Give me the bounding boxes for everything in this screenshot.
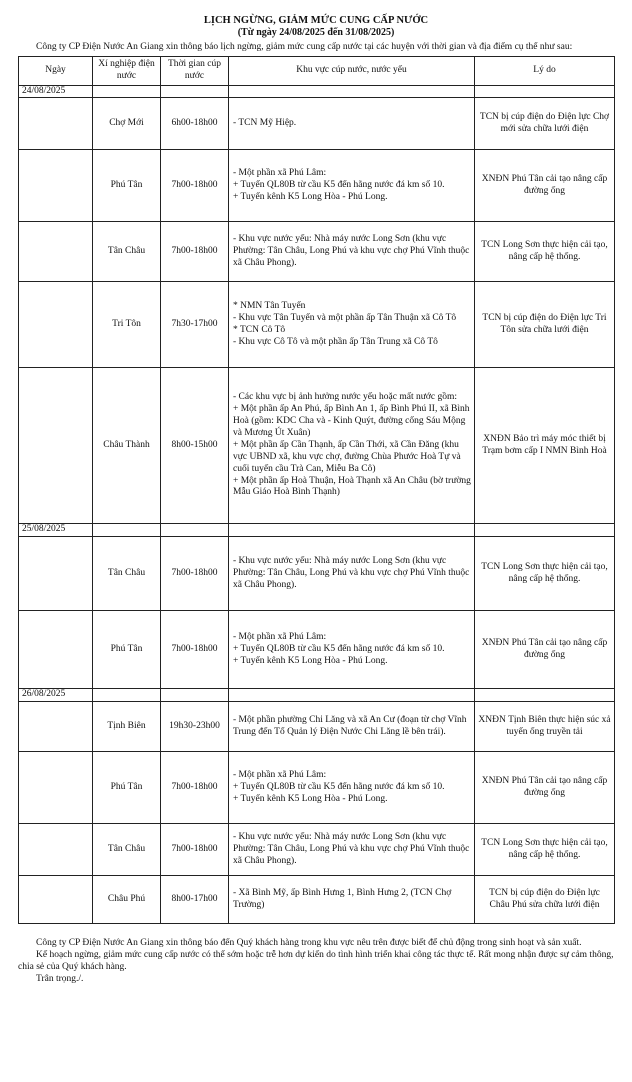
area-cell	[229, 150, 475, 222]
header-reason: Lý do	[475, 56, 615, 85]
blank-date-cell	[19, 222, 93, 282]
unit-cell: Tân Châu	[93, 537, 161, 611]
blank-date-cell	[19, 150, 93, 222]
table-row	[19, 537, 615, 611]
document-subtitle: (Từ ngày 24/08/2025 đến 31/08/2025)	[237, 27, 395, 39]
area-cell	[229, 282, 475, 368]
footer-closing: Trân trọng./.	[36, 973, 84, 984]
date-row	[19, 85, 615, 98]
date-row-empty-cell	[475, 85, 615, 98]
reason-cell: TCN bị cúp điện do Điện lực Tri Tôn sửa chữa lưới điện	[475, 282, 615, 368]
time-cell: 8h00-17h00	[161, 876, 229, 924]
table-row	[19, 150, 615, 222]
blank-date-cell	[19, 98, 93, 150]
area-cell	[229, 368, 475, 524]
reason-cell: TCN Long Sơn thực hiện cải tạo, nâng cấp hệ thống.	[475, 824, 615, 876]
footer-paragraph-2: Kế hoạch ngừng, giảm mức cung cấp nước có thể sớm hoặc trễ hơn dự kiến do tình hình triển khai công tác thực tế. Rất mong nhận được sự cảm thông, chia sẻ của Quý khách hàng.	[18, 950, 614, 972]
area-cell	[229, 824, 475, 876]
table-row	[19, 222, 615, 282]
unit-cell: Tri Tôn	[93, 282, 161, 368]
time-cell: 7h00-18h00	[161, 752, 229, 824]
header-time: Thời gian cúp nước	[161, 56, 229, 85]
time-cell: 7h00-18h00	[161, 824, 229, 876]
header-area: Khu vực cúp nước, nước yếu	[229, 56, 475, 85]
time-cell: 7h30-17h00	[161, 282, 229, 368]
area-line: + Tuyến QL80B từ cầu K5 đến hãng nước đá km số 10.	[233, 179, 445, 190]
area-line: - Khu vực nước yếu: Nhà máy nước Long Sơn (khu vực Phường: Tân Châu, Long Phú và khu vực chợ Phú Vĩnh thuộc xã Châu Phong).	[233, 831, 470, 866]
date-row-empty-cell	[161, 524, 229, 537]
footer	[18, 938, 614, 986]
area-line: - Khu vực nước yếu: Nhà máy nước Long Sơn (khu vực Phường: Tân Châu, Long Phú và khu vực chợ Phú Vĩnh thuộc xã Châu Phong).	[233, 555, 470, 590]
area-line: + Tuyến QL80B từ cầu K5 đến hãng nước đá km số 10.	[233, 781, 445, 792]
area-line: + Một phần ấp An Phú, ấp Bình An 1, ấp Bình Phú II, xã Bình Hoà (gồm: KDC Cha và - Kinh Quýt, đường cống Sáu Mộng và Mương Út Xuân)	[233, 404, 470, 439]
header-unit: Xí nghiệp điện nước	[93, 56, 161, 85]
area-line: - Xã Bình Mỹ, ấp Bình Hưng 1, Bình Hưng 2, (TCN Chợ Trường)	[233, 887, 452, 910]
date-cell: 25/08/2025	[19, 524, 93, 537]
time-cell: 7h00-18h00	[161, 537, 229, 611]
date-row-empty-cell	[475, 689, 615, 702]
area-line: + Một phần ấp Hoà Thuận, Hoà Thạnh xã An Châu (bờ trường Mẫu Giáo Hoà Bình Thạnh)	[233, 475, 471, 498]
area-cell	[229, 876, 475, 924]
area-cell	[229, 702, 475, 752]
reason-cell: TCN Long Sơn thực hiện cải tạo, nâng cấp hệ thống.	[475, 222, 615, 282]
date-row-empty-cell	[229, 85, 475, 98]
document-title: LỊCH NGỪNG, GIẢM MỨC CUNG CẤP NƯỚC	[203, 15, 429, 26]
table-row	[19, 282, 615, 368]
date-row-empty-cell	[229, 689, 475, 702]
time-cell: 7h00-18h00	[161, 222, 229, 282]
table-row	[19, 98, 615, 150]
area-cell	[229, 98, 475, 150]
table-row	[19, 824, 615, 876]
reason-cell: XNĐN Bảo trì máy móc thiết bị Trạm bơm cấp I NMN Bình Hoà	[475, 368, 615, 524]
unit-cell: Châu Thành	[93, 368, 161, 524]
date-cell: 24/08/2025	[19, 85, 93, 98]
reason-cell: TCN bị cúp điện do Điện lực Chợ mới sửa chữa lưới điện	[475, 98, 615, 150]
date-row	[19, 689, 615, 702]
area-line: * TCN Cô Tô	[233, 324, 286, 335]
area-line: - TCN Mỹ Hiệp.	[233, 117, 297, 128]
blank-date-cell	[19, 824, 93, 876]
blank-date-cell	[19, 282, 93, 368]
date-row-empty-cell	[93, 524, 161, 537]
area-line: - Một phần xã Phú Lâm:	[233, 769, 327, 780]
reason-cell: TCN Long Sơn thực hiện cải tạo, nâng cấp hệ thống.	[475, 537, 615, 611]
date-row-empty-cell	[161, 85, 229, 98]
table-row	[19, 611, 615, 689]
date-row-empty-cell	[161, 689, 229, 702]
header-date: Ngày	[19, 56, 93, 85]
area-line: + Tuyến kênh K5 Long Hòa - Phú Long.	[233, 191, 388, 202]
time-cell: 7h00-18h00	[161, 611, 229, 689]
blank-date-cell	[19, 702, 93, 752]
date-row	[19, 524, 615, 537]
area-line: - Một phần xã Phú Lâm:	[233, 168, 327, 179]
table-row	[19, 702, 615, 752]
unit-cell: Phú Tân	[93, 150, 161, 222]
reason-cell: XNĐN Phú Tân cải tạo nâng cấp đường ống	[475, 150, 615, 222]
reason-cell: XNĐN Phú Tân cải tạo nâng cấp đường ống	[475, 611, 615, 689]
unit-cell: Tịnh Biên	[93, 702, 161, 752]
area-line: - Một phần xã Phú Lâm:	[233, 631, 327, 642]
footer-paragraph-1: Công ty CP Điện Nước An Giang xin thông báo đến Quý khách hàng trong khu vực nêu trên được biết để chủ động trong sinh hoạt và sản xuất.	[36, 938, 582, 949]
area-line: - Khu vực Cô Tô và một phần ấp Tân Trung xã Cô Tô	[233, 336, 438, 347]
blank-date-cell	[19, 611, 93, 689]
date-row-empty-cell	[93, 689, 161, 702]
table-row	[19, 876, 615, 924]
area-cell	[229, 611, 475, 689]
blank-date-cell	[19, 537, 93, 611]
area-cell	[229, 222, 475, 282]
table-row	[19, 368, 615, 524]
date-row-empty-cell	[475, 524, 615, 537]
blank-date-cell	[19, 752, 93, 824]
unit-cell: Châu Phú	[93, 876, 161, 924]
time-cell: 8h00-15h00	[161, 368, 229, 524]
reason-cell: XNĐN Phú Tân cải tạo nâng cấp đường ống	[475, 752, 615, 824]
reason-cell: XNĐN Tịnh Biên thực hiện súc xả tuyến ống truyền tải	[475, 702, 615, 752]
area-cell	[229, 752, 475, 824]
unit-cell: Phú Tân	[93, 611, 161, 689]
date-cell: 26/08/2025	[19, 689, 93, 702]
area-line: - Khu vực Tân Tuyến và một phần ấp Tân Thuận xã Cô Tô	[233, 313, 457, 323]
table-row	[19, 752, 615, 824]
table-header-row	[19, 56, 615, 85]
time-cell: 19h30-23h00	[161, 702, 229, 752]
time-cell: 6h00-18h00	[161, 98, 229, 150]
date-row-empty-cell	[229, 524, 475, 537]
intro-paragraph: Công ty CP Điện Nước An Giang xin thông báo lịch ngừng, giảm mức cung cấp nước tại các huyện với thời gian và địa điểm cụ thể như sau:	[36, 41, 573, 52]
area-line: + Một phần ấp Cần Thạnh, ấp Cần Thới, xã Cần Đăng (khu vực UBND xã, khu vực chợ, đường Chùa Phước Hoà Tự và cuối tuyến cầu Trà Can, Miễu Ba Cô)	[233, 439, 461, 474]
blank-date-cell	[19, 368, 93, 524]
area-line: - Khu vực nước yếu: Nhà máy nước Long Sơn (khu vực Phường: Tân Châu, Long Phú và khu vực chợ Phú Vĩnh thuộc xã Châu Phong).	[233, 234, 470, 268]
area-line: + Tuyến kênh K5 Long Hòa - Phú Long.	[233, 793, 388, 804]
unit-cell: Tân Châu	[93, 222, 161, 282]
unit-cell: Phú Tân	[93, 752, 161, 824]
area-line: * NMN Tân Tuyến	[233, 301, 306, 312]
area-line: + Tuyến QL80B từ cầu K5 đến hãng nước đá km số 10.	[233, 643, 445, 654]
area-line: - Các khu vực bị ảnh hưởng nước yếu hoặc mất nước gồm:	[233, 392, 458, 403]
area-line: - Một phần phường Chi Lăng và xã An Cư (đoạn từ chợ Vĩnh Trung đến Tổ Quản lý Điện Nước Chi Lăng lề bên trái).	[233, 714, 467, 737]
unit-cell: Chợ Mới	[93, 98, 161, 150]
area-cell	[229, 537, 475, 611]
unit-cell: Tân Châu	[93, 824, 161, 876]
date-row-empty-cell	[93, 85, 161, 98]
schedule-body	[19, 85, 615, 924]
schedule-table	[18, 56, 615, 925]
area-line: + Tuyến kênh K5 Long Hòa - Phú Long.	[233, 655, 388, 666]
blank-date-cell	[19, 876, 93, 924]
reason-cell: TCN bị cúp điện do Điện lực Châu Phú sửa chữa lưới điện	[475, 876, 615, 924]
time-cell: 7h00-18h00	[161, 150, 229, 222]
